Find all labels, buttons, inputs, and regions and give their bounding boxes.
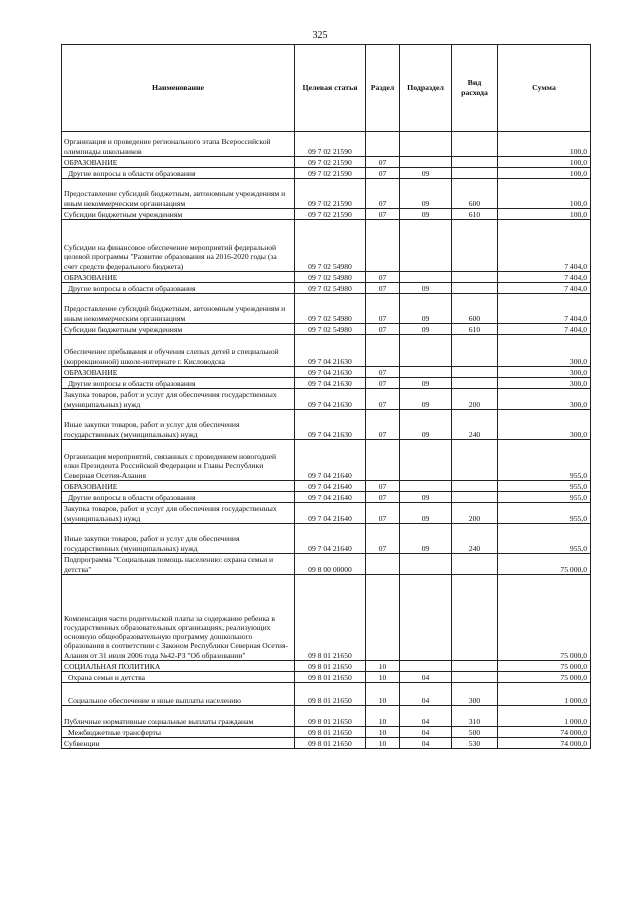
row-section: 07 xyxy=(366,272,400,283)
row-amount: 955,0 xyxy=(498,492,591,503)
table-row xyxy=(62,727,591,738)
table-body xyxy=(62,132,591,749)
row-amount: 300,0 xyxy=(498,378,591,389)
row-expense-type: 310 xyxy=(452,706,498,727)
table-row xyxy=(62,410,591,440)
row-expense-type xyxy=(452,335,498,367)
row-amount: 100,0 xyxy=(498,157,591,168)
row-subsection xyxy=(400,367,452,378)
table-header-row xyxy=(62,45,591,132)
row-name: ОБРАЗОВАНИЕ xyxy=(62,367,295,378)
row-amount: 75 000,0 xyxy=(498,554,591,575)
row-subsection xyxy=(400,272,452,283)
row-expense-type: 200 xyxy=(452,503,498,524)
row-target: 09 7 04 21630 xyxy=(295,389,366,410)
row-amount: 74 000,0 xyxy=(498,727,591,738)
row-subsection xyxy=(400,132,452,157)
row-expense-type: 530 xyxy=(452,738,498,749)
table-row xyxy=(62,294,591,324)
table-row xyxy=(62,481,591,492)
row-subsection xyxy=(400,335,452,367)
row-target: 09 7 04 21630 xyxy=(295,367,366,378)
table-row xyxy=(62,335,591,367)
row-section: 07 xyxy=(366,481,400,492)
row-expense-type: 240 xyxy=(452,410,498,440)
row-target: 09 7 04 21630 xyxy=(295,410,366,440)
row-name: Социальное обеспечение и иные выплаты населению xyxy=(62,683,295,706)
row-subsection: 09 xyxy=(400,294,452,324)
row-name: Другие вопросы в области образования xyxy=(62,492,295,503)
row-section: 07 xyxy=(366,503,400,524)
row-subsection: 09 xyxy=(400,168,452,179)
row-expense-type: 500 xyxy=(452,727,498,738)
row-name: Субсидии бюджетным учреждениям xyxy=(62,209,295,220)
row-section: 10 xyxy=(366,738,400,749)
row-section: 07 xyxy=(366,294,400,324)
row-expense-type: 600 xyxy=(452,179,498,209)
row-section xyxy=(366,575,400,661)
row-target: 09 7 02 21590 xyxy=(295,132,366,157)
row-section: 07 xyxy=(366,410,400,440)
row-expense-type xyxy=(452,492,498,503)
row-section: 07 xyxy=(366,367,400,378)
row-name: Компенсация части родительской платы за содержание ребенка в государственных образовательных организациях, реализующих основную общеобразовательную программу дошкольного образования в соответствии с Законом Республики Северная Осетия-Алания от 31 июля 2006 года №42-РЗ "Об образовании" xyxy=(62,575,295,661)
row-section xyxy=(366,335,400,367)
row-name: Охрана семьи и детства xyxy=(62,672,295,683)
row-target: 09 7 04 21640 xyxy=(295,481,366,492)
row-section: 10 xyxy=(366,727,400,738)
row-section: 07 xyxy=(366,179,400,209)
row-subsection: 04 xyxy=(400,672,452,683)
row-name: Организация и проведение регионального этапа Всероссийской олимпиады школьников xyxy=(62,132,295,157)
row-expense-type xyxy=(452,283,498,294)
row-name: Другие вопросы в области образования xyxy=(62,283,295,294)
table-row xyxy=(62,168,591,179)
row-amount: 955,0 xyxy=(498,503,591,524)
row-expense-type xyxy=(452,132,498,157)
row-section xyxy=(366,220,400,272)
row-subsection xyxy=(400,481,452,492)
row-target: 09 8 01 21650 xyxy=(295,672,366,683)
row-name: Публичные нормативные социальные выплаты гражданам xyxy=(62,706,295,727)
row-section: 07 xyxy=(366,378,400,389)
row-expense-type xyxy=(452,220,498,272)
row-expense-type: 200 xyxy=(452,389,498,410)
row-name: Другие вопросы в области образования xyxy=(62,168,295,179)
row-amount: 7 404,0 xyxy=(498,324,591,335)
row-target: 09 7 04 21640 xyxy=(295,440,366,481)
row-amount: 75 000,0 xyxy=(498,672,591,683)
table-row xyxy=(62,492,591,503)
row-expense-type xyxy=(452,575,498,661)
table-row xyxy=(62,575,591,661)
table-row xyxy=(62,157,591,168)
row-section: 07 xyxy=(366,168,400,179)
row-section: 07 xyxy=(366,389,400,410)
row-expense-type xyxy=(452,554,498,575)
row-name: Организация мероприятий, связанных с проведением новогодней елки Президента Российской Федерации и Главы Республики Северная Осетия-Алания xyxy=(62,440,295,481)
table-row xyxy=(62,179,591,209)
row-section: 10 xyxy=(366,672,400,683)
row-expense-type xyxy=(452,481,498,492)
row-subsection: 09 xyxy=(400,209,452,220)
row-target: 09 7 02 54980 xyxy=(295,220,366,272)
row-name: Субвенции xyxy=(62,738,295,749)
row-subsection: 09 xyxy=(400,389,452,410)
row-amount: 100,0 xyxy=(498,132,591,157)
table-row xyxy=(62,378,591,389)
row-expense-type xyxy=(452,168,498,179)
row-section: 10 xyxy=(366,661,400,672)
header-name: Наименование xyxy=(62,45,295,132)
row-name: Подпрограмма "Социальная помощь населению: охрана семьи и детства" xyxy=(62,554,295,575)
row-target: 09 8 00 00000 xyxy=(295,554,366,575)
row-target: 09 8 01 21650 xyxy=(295,706,366,727)
row-subsection: 09 xyxy=(400,378,452,389)
header-target: Целевая статья xyxy=(295,45,366,132)
row-name: Иные закупки товаров, работ и услуг для обеспечения государственных (муниципальных) нужд xyxy=(62,524,295,554)
table-row xyxy=(62,220,591,272)
row-amount: 74 000,0 xyxy=(498,738,591,749)
row-amount: 955,0 xyxy=(498,481,591,492)
row-amount: 100,0 xyxy=(498,168,591,179)
row-expense-type: 300 xyxy=(452,683,498,706)
row-name: Другие вопросы в области образования xyxy=(62,378,295,389)
table-row xyxy=(62,367,591,378)
row-section: 07 xyxy=(366,209,400,220)
row-subsection xyxy=(400,157,452,168)
table-row xyxy=(62,132,591,157)
row-amount: 955,0 xyxy=(498,440,591,481)
row-amount: 100,0 xyxy=(498,179,591,209)
row-amount: 100,0 xyxy=(498,209,591,220)
table-row xyxy=(62,440,591,481)
table-row xyxy=(62,209,591,220)
row-name: Иные закупки товаров, работ и услуг для обеспечения государственных (муниципальных) нужд xyxy=(62,410,295,440)
row-section xyxy=(366,132,400,157)
row-name: Предоставление субсидий бюджетным, автономным учреждениям и иным некоммерческим организациям xyxy=(62,294,295,324)
row-name: Межбюджетные трансферты xyxy=(62,727,295,738)
row-target: 09 7 02 54980 xyxy=(295,272,366,283)
row-amount: 75 000,0 xyxy=(498,575,591,661)
row-expense-type xyxy=(452,157,498,168)
row-name: ОБРАЗОВАНИЕ xyxy=(62,157,295,168)
row-amount: 75 000,0 xyxy=(498,661,591,672)
row-target: 09 8 01 21650 xyxy=(295,727,366,738)
row-amount: 955,0 xyxy=(498,524,591,554)
row-name: ОБРАЗОВАНИЕ xyxy=(62,272,295,283)
row-expense-type xyxy=(452,672,498,683)
row-target: 09 7 04 21640 xyxy=(295,524,366,554)
row-section: 07 xyxy=(366,324,400,335)
row-subsection: 04 xyxy=(400,683,452,706)
row-amount: 300,0 xyxy=(498,389,591,410)
row-target: 09 7 02 54980 xyxy=(295,283,366,294)
row-name: Предоставление субсидий бюджетным, автономным учреждениям и иным некоммерческим организациям xyxy=(62,179,295,209)
row-subsection xyxy=(400,661,452,672)
row-section xyxy=(366,440,400,481)
table-row xyxy=(62,283,591,294)
table-row xyxy=(62,524,591,554)
row-amount: 300,0 xyxy=(498,367,591,378)
row-subsection xyxy=(400,220,452,272)
row-subsection: 09 xyxy=(400,524,452,554)
row-target: 09 8 01 21650 xyxy=(295,661,366,672)
row-subsection: 09 xyxy=(400,179,452,209)
row-name: Закупка товаров, работ и услуг для обеспечения государственных (муниципальных) нужд xyxy=(62,389,295,410)
row-subsection: 09 xyxy=(400,283,452,294)
row-amount: 7 404,0 xyxy=(498,220,591,272)
row-subsection xyxy=(400,575,452,661)
row-target: 09 8 01 21650 xyxy=(295,683,366,706)
row-amount: 7 404,0 xyxy=(498,283,591,294)
row-section: 07 xyxy=(366,492,400,503)
row-target: 09 7 02 21590 xyxy=(295,179,366,209)
row-target: 09 7 04 21640 xyxy=(295,503,366,524)
row-subsection: 04 xyxy=(400,706,452,727)
row-subsection: 09 xyxy=(400,324,452,335)
table-row xyxy=(62,554,591,575)
row-name: Обеспечение пребывания и обучения слепых детей в специальной (коррекционной) школе-интернате г. Кисловодска xyxy=(62,335,295,367)
row-subsection xyxy=(400,554,452,575)
table-row xyxy=(62,389,591,410)
row-expense-type: 610 xyxy=(452,209,498,220)
row-section: 07 xyxy=(366,157,400,168)
budget-table xyxy=(61,44,591,749)
row-target: 09 7 02 21590 xyxy=(295,168,366,179)
row-name: Закупка товаров, работ и услуг для обеспечения государственных (муниципальных) нужд xyxy=(62,503,295,524)
row-target: 09 7 04 21640 xyxy=(295,492,366,503)
row-amount: 7 404,0 xyxy=(498,294,591,324)
row-amount: 7 404,0 xyxy=(498,272,591,283)
row-section: 07 xyxy=(366,524,400,554)
row-section xyxy=(366,554,400,575)
row-amount: 300,0 xyxy=(498,410,591,440)
row-target: 09 7 02 54980 xyxy=(295,324,366,335)
row-amount: 1 000,0 xyxy=(498,683,591,706)
row-expense-type: 600 xyxy=(452,294,498,324)
row-section: 07 xyxy=(366,283,400,294)
table-row xyxy=(62,738,591,749)
table-row xyxy=(62,503,591,524)
table-row xyxy=(62,706,591,727)
row-target: 09 7 02 21590 xyxy=(295,157,366,168)
row-amount: 1 000,0 xyxy=(498,706,591,727)
table-row xyxy=(62,272,591,283)
row-subsection: 09 xyxy=(400,410,452,440)
row-name: Субсидии на финансовое обеспечение мероприятий федеральной целевой программы "Развитие образования на 2016-2020 годы (за счет средств федерального бюджета) xyxy=(62,220,295,272)
page-number: 325 xyxy=(312,30,328,41)
row-amount: 300,0 xyxy=(498,335,591,367)
row-name: Субсидии бюджетным учреждениям xyxy=(62,324,295,335)
row-target: 09 7 02 54980 xyxy=(295,294,366,324)
row-expense-type: 610 xyxy=(452,324,498,335)
row-subsection: 09 xyxy=(400,492,452,503)
row-section: 10 xyxy=(366,683,400,706)
header-section: Раздел xyxy=(366,45,400,132)
row-expense-type xyxy=(452,367,498,378)
row-target: 09 7 02 21590 xyxy=(295,209,366,220)
row-section: 10 xyxy=(366,706,400,727)
row-name: ОБРАЗОВАНИЕ xyxy=(62,481,295,492)
row-subsection: 09 xyxy=(400,503,452,524)
header-amount: Сумма xyxy=(498,45,591,132)
row-subsection: 04 xyxy=(400,727,452,738)
row-expense-type xyxy=(452,440,498,481)
header-subsection: Подраздел xyxy=(400,45,452,132)
row-subsection: 04 xyxy=(400,738,452,749)
row-target: 09 8 01 21650 xyxy=(295,575,366,661)
table-row xyxy=(62,324,591,335)
row-target: 09 7 04 21630 xyxy=(295,335,366,367)
row-expense-type xyxy=(452,378,498,389)
row-name: СОЦИАЛЬНАЯ ПОЛИТИКА xyxy=(62,661,295,672)
row-target: 09 8 01 21650 xyxy=(295,738,366,749)
table-row xyxy=(62,661,591,672)
row-expense-type xyxy=(452,272,498,283)
row-target: 09 7 04 21630 xyxy=(295,378,366,389)
row-expense-type xyxy=(452,661,498,672)
table-row xyxy=(62,683,591,706)
row-subsection xyxy=(400,440,452,481)
header-expense-type: Вид расхода xyxy=(452,45,498,132)
table-row xyxy=(62,672,591,683)
row-expense-type: 240 xyxy=(452,524,498,554)
